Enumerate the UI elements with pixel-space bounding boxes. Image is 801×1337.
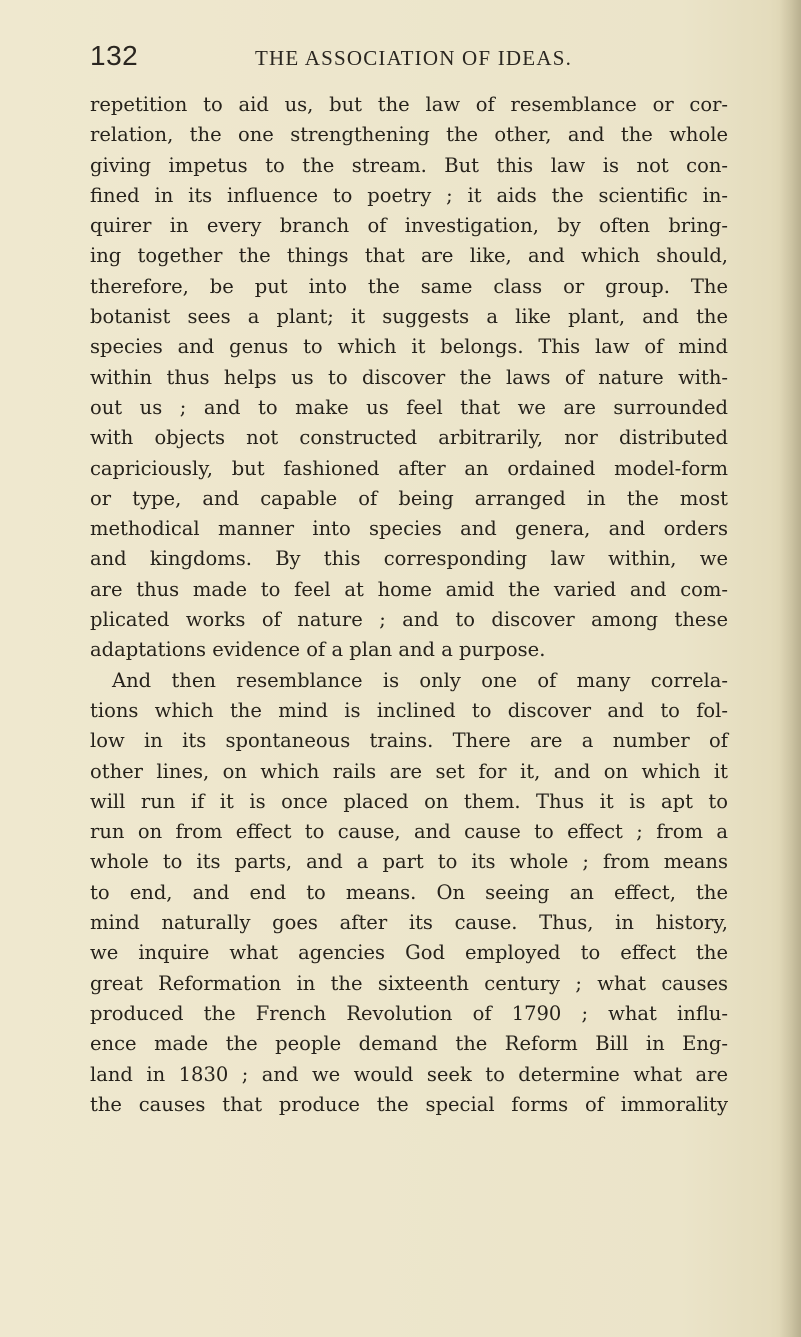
running-head: THE ASSOCIATION OF IDEAS. [255,46,573,70]
text-line: repetition to aid us, but the law of resemblance or cor- [90,93,728,116]
text-line: land in 1830 ; and we would seek to determine what are [90,1062,728,1086]
text-line: adaptations evidence of a plan and a purpose. [90,638,546,662]
page-header [90,40,730,80]
page-number: 132 [90,40,139,71]
text-line: capriciously, but fashioned after an ordained model-form [90,456,728,480]
text-line: we inquire what agencies God employed to effect the [90,941,728,965]
text-line: great Reformation in the sixteenth century ; what causes [90,971,728,995]
text-line: or type, and capable of being arranged in the most [90,486,728,510]
text-line: ing together the things that are like, and which should, [90,244,728,268]
text-line: run on from effect to cause, and cause to effect ; from a [90,820,728,844]
text-line: ence made the people demand the Reform Bill in Eng- [90,1032,728,1056]
body-text [90,90,728,1120]
text-line: relation, the one strengthening the other, and the whole [90,123,728,147]
text-line: will run if it is once placed on them. Thus it is apt to [90,789,728,813]
page-edge-shadow [779,0,801,1337]
text-line: out us ; and to make us feel that we are surrounded [90,395,728,419]
text-line: and kingdoms. By this corresponding law within, we [90,547,728,571]
text-line: are thus made to feel at home amid the varied and com- [90,577,728,601]
text-line: within thus helps us to discover the laws of nature with- [90,365,728,389]
text-line: the causes that produce the special forms of immorality [90,1092,728,1116]
text-line: methodical manner into species and genera, and orders [90,517,728,541]
text-line: tions which the mind is inclined to discover and to fol- [90,698,728,722]
text-line: mind naturally goes after its cause. Thus, in history, [90,911,728,935]
text-line: fined in its influence to poetry ; it aids the scientific in- [90,183,728,207]
text-line: plicated works of nature ; and to discover among these [90,608,728,632]
text-line: giving impetus to the stream. But this law is not con- [90,153,728,177]
text-line: therefore, be put into the same class or group. The [90,274,728,298]
text-line: to end, and end to means. On seeing an effect, the [90,880,728,904]
text-line: low in its spontaneous trains. There are a number of [90,729,728,753]
text-line: other lines, on which rails are set for it, and on which it [90,759,728,783]
text-line: And then resemblance is only one of many correla- [112,668,728,692]
text-line: with objects not constructed arbitrarily, nor distributed [90,426,728,450]
text-line: botanist sees a plant; it suggests a like plant, and the [90,305,728,329]
text-line: whole to its parts, and a part to its whole ; from means [90,850,728,874]
text-line: species and genus to which it belongs. This law of mind [90,335,728,359]
text-line: quirer in every branch of investigation, by often bring- [90,214,728,238]
text-line: produced the French Revolution of 1790 ; what influ- [90,1001,728,1025]
